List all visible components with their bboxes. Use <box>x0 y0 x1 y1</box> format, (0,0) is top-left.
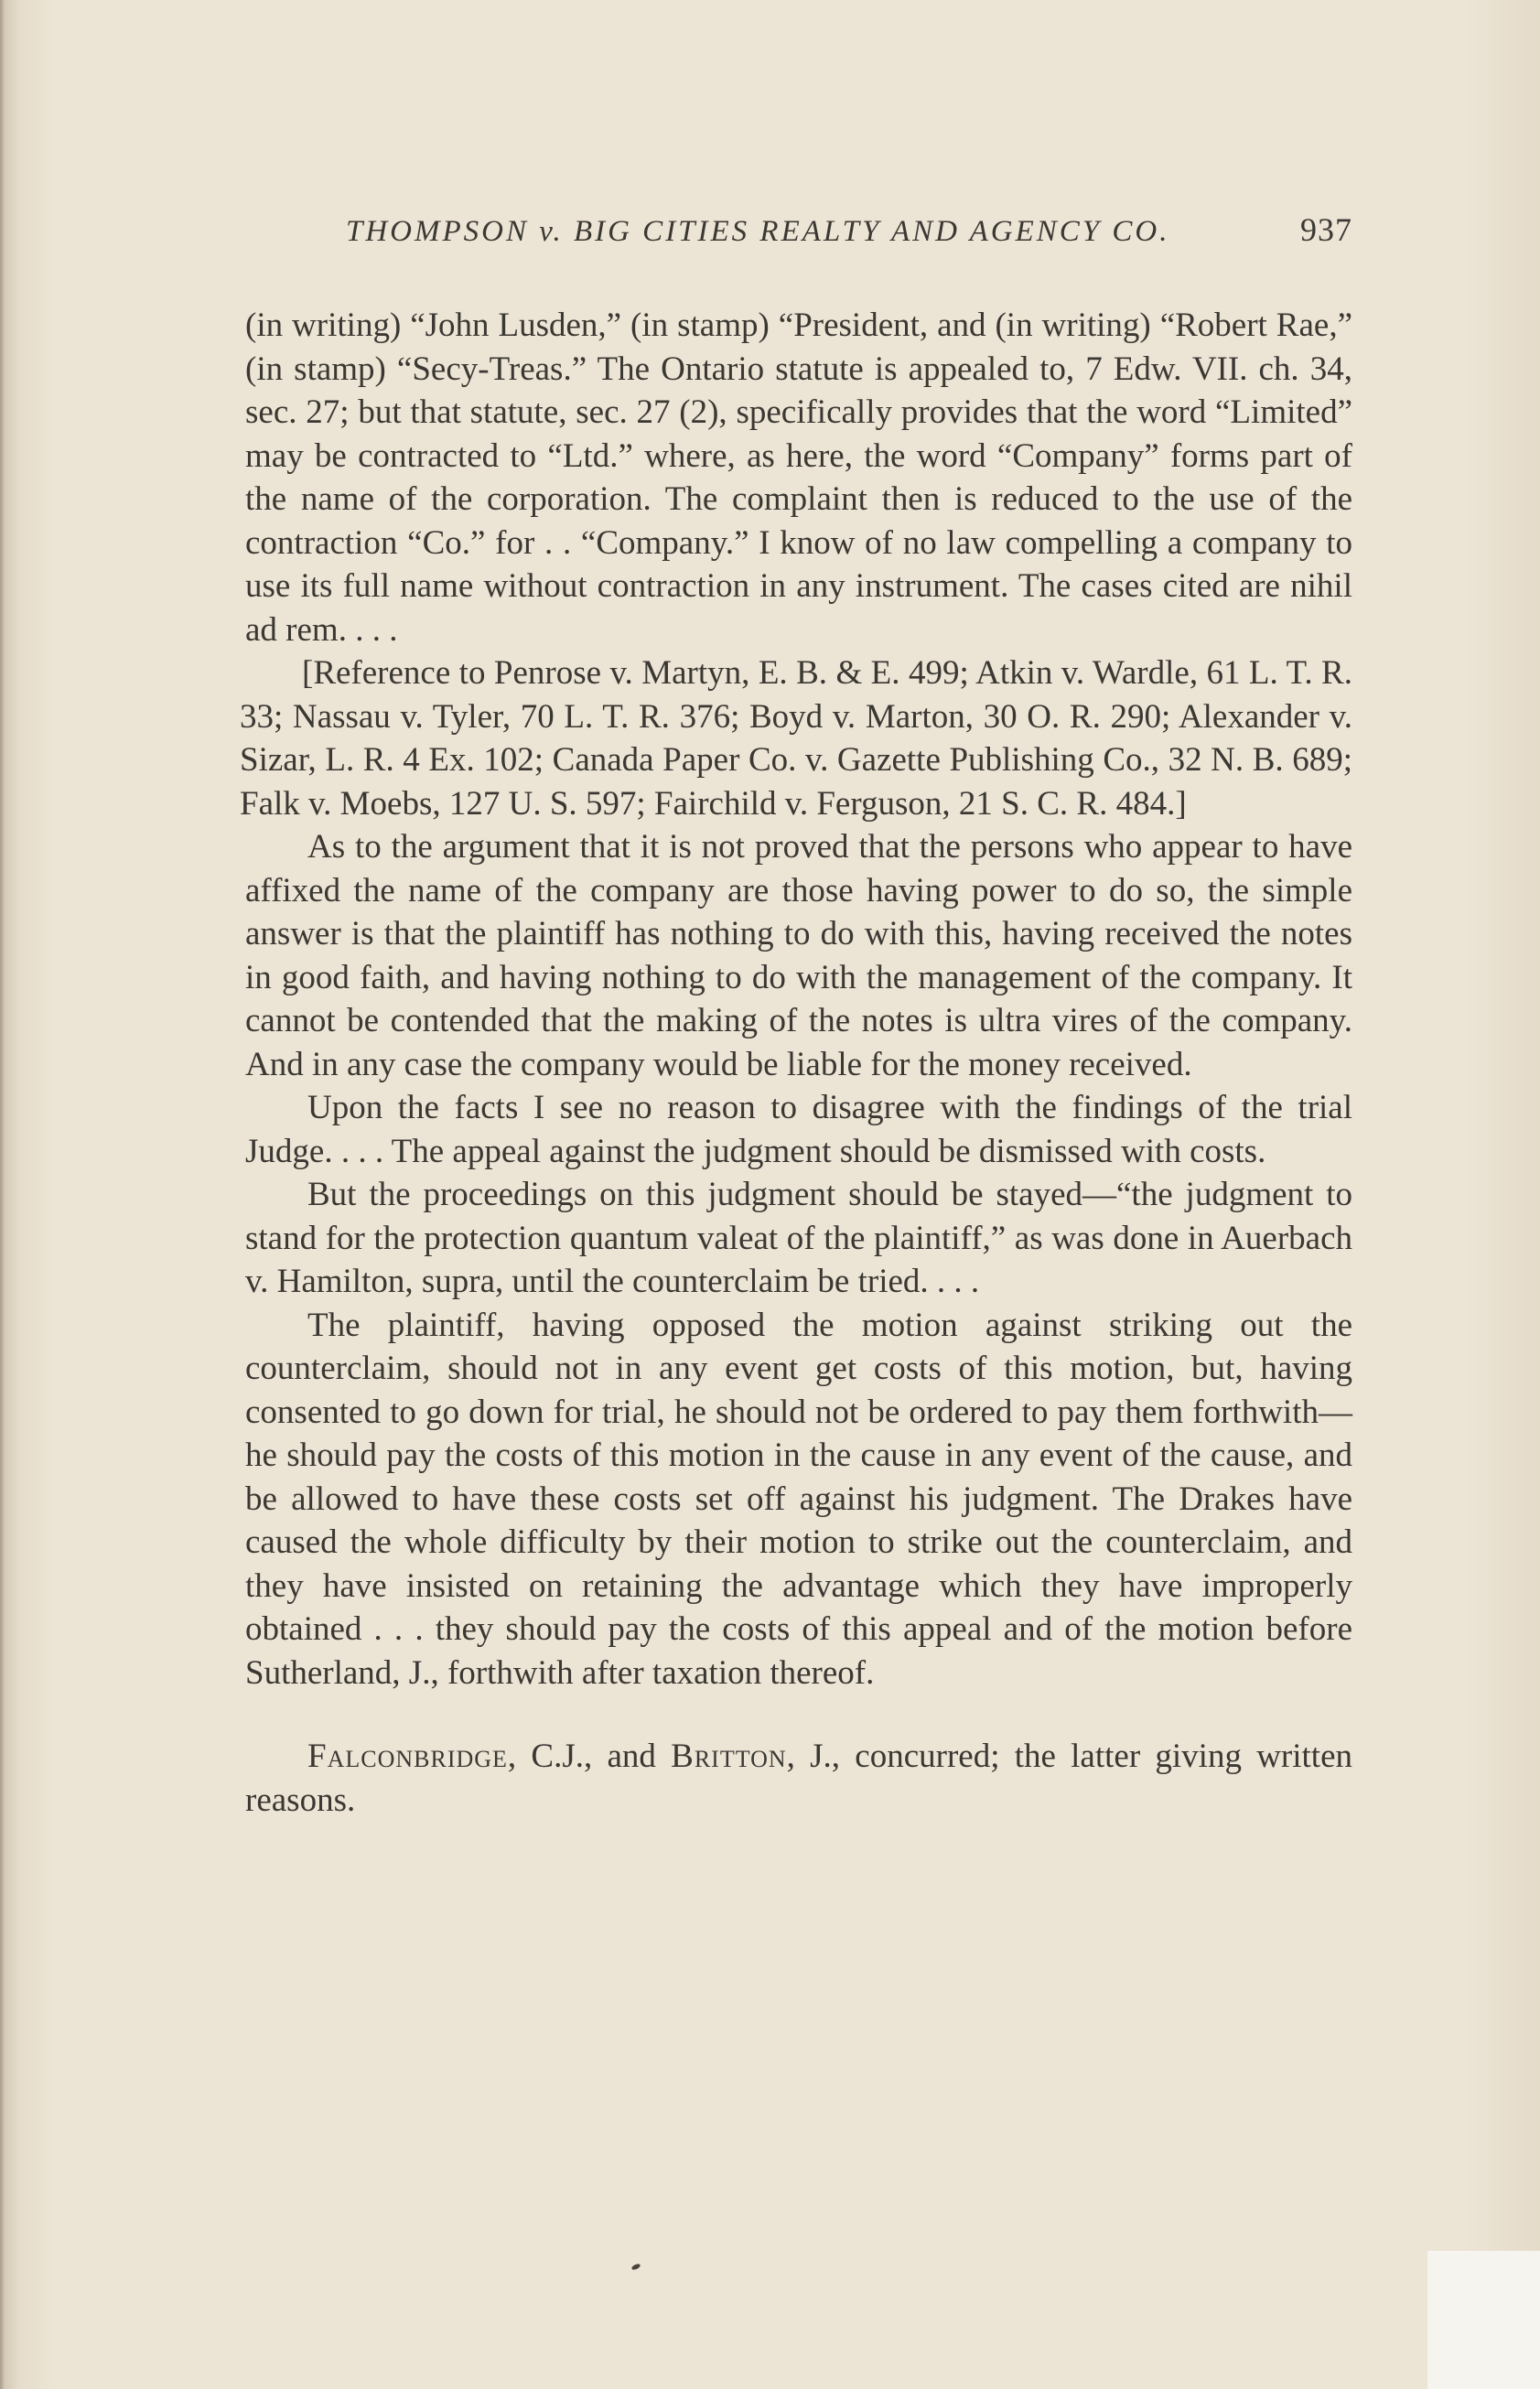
running-head <box>346 210 1352 249</box>
judge-name-britton: Britton <box>671 1738 787 1775</box>
judge-name-falconbridge: Falconbridge <box>307 1738 508 1775</box>
paragraph-concurrence <box>245 1735 1352 1822</box>
running-title: THOMPSON v. BIG CITIES REALTY AND AGENCY CO. <box>346 215 1170 248</box>
paragraph-authority: As to the argument that it is not proved that the persons who appear to have affixed the name of the company are those having power to do so, the simple answer is that the plaintiff has nothing to do with this, having received the notes in good faith, and having nothing to do with the management of the company. It cannot be contended that the making of the notes is ultra vires of the company. And in any case the company would be liable for the money received. <box>245 828 1352 1083</box>
ink-speck <box>630 2263 641 2271</box>
paragraph-references: [Reference to Penrose v. Martyn, E. B. & E. 499; Atkin v. Wardle, 61 L. T. R. 33; Nassau v. Tyler, 70 L. T. R. 376; Boyd v. Marton, 30 O. R. 290; Alexander v. Sizar, L. R. 4 Ex. 102; Canada Paper Co. v. Gazette Publishing Co., 32 N. B. 689; Falk v. Moebs, 127 U. S. 597; Fairchild v. Ferguson, 21 S. C. R. 484.] <box>240 654 1352 823</box>
paragraph-signatures: (in writing) “John Lusden,” (in stamp) “President, and (in writing) “Robert Rae,” (in stamp) “Secy-Treas.” The Ontario statute is appealed to, 7 Edw. VII. ch. 34, sec. 27; but that statute, sec. 27 (2), specifically provides that the word “Limited” may be contracted to “Ltd.” where, as here, the word “Company” forms part of the name of the corporation. The complaint then is reduced to the use of the contraction “Co.” for . . “Company.” I know of no law compelling a company to use its full name without contraction in any instrument. The cases cited are nihil ad rem. . . . <box>245 307 1352 649</box>
binding-gutter <box>0 0 5 2389</box>
page-text <box>240 210 1352 1822</box>
concurrence-text-rest: , J., concurred; the latter giving written reasons. <box>245 1738 1352 1819</box>
paragraph-stay: But the proceedings on this judgment should be stayed—“the judgment to stand for the protection quantum valeat of the plaintiff,” as was done in Auerbach v. Hamilton, supra, until the counterclaim be tried. . . . <box>245 1176 1352 1300</box>
scan-corner <box>1427 2251 1540 2389</box>
paragraph-findings: Upon the facts I see no reason to disagree with the findings of the trial Judge. . . . The appeal against the judgment should be dismissed with costs. <box>245 1089 1352 1170</box>
paragraph-costs: The plaintiff, having opposed the motion against striking out the counterclaim, should not in any event get costs of this motion, but, having consented to go down for trial, he should not be ordered to pay them forthwith—he should pay the costs of this motion in the cause in any event of the cause, and be allowed to have these costs set off against his judgment. The Drakes have caused the whole difficulty by their motion to strike out the counterclaim, and they have insisted on retaining the advantage which they have improperly obtained . . . they should pay the costs of this appeal and of the motion before Sutherland, J., forthwith after taxation thereof. <box>245 1306 1352 1692</box>
page-number: 937 <box>1300 211 1352 248</box>
concurrence-text-mid: , C.J., and <box>507 1738 672 1775</box>
